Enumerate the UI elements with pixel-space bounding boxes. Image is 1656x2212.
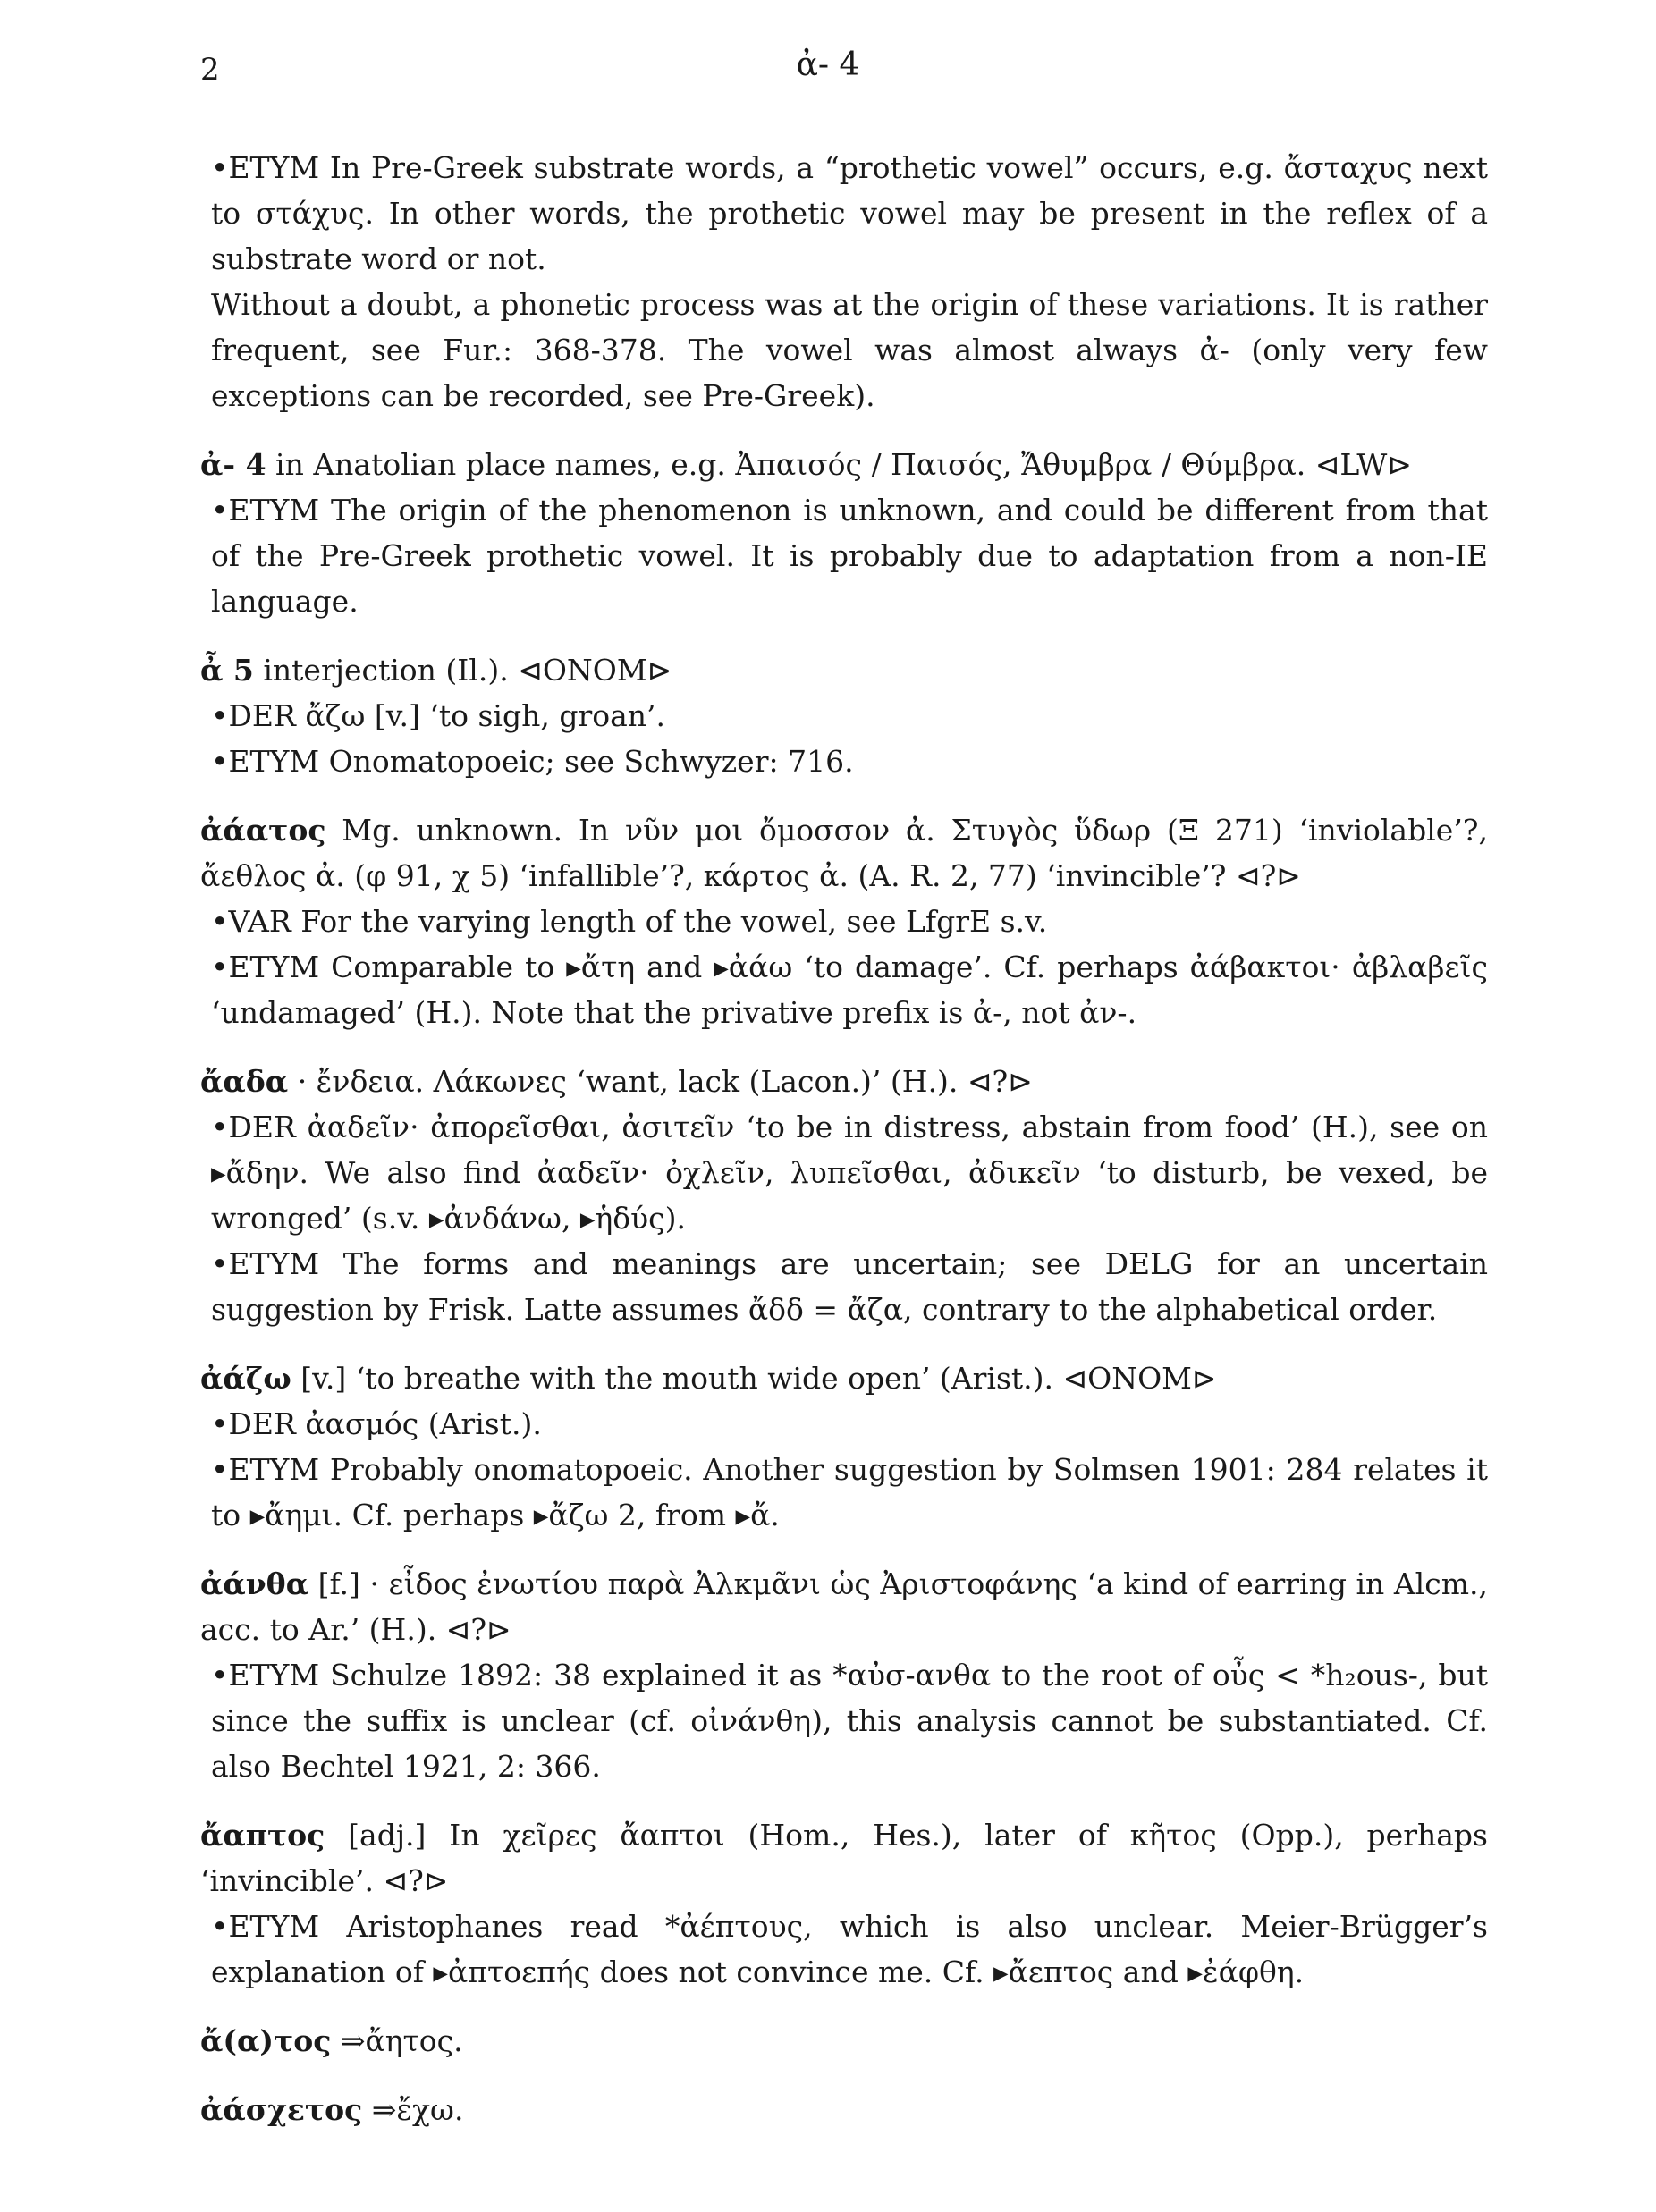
etym-line: •ETYM Schulze 1892: 38 explained it as *αὐσ-ανθα to the root of οὖς < *h₂ous-, but since the suffix is unclear (cf. οἰνάνθη), this analysis cannot be substantiated. Cf. also Bechtel 1921, 2: 366. — [211, 1658, 1488, 1784]
etym-line: •ETYM Aristophanes read *ἀέπτους, which is also unclear. Meier-Brügger’s explanation of ▸ἀπτοεπής does not convince me. Cf. ▸ἄεπτος and ▸ἐάφθη. — [211, 1909, 1488, 1989]
entry-aazo — [200, 1355, 1488, 1538]
entry-a-4 — [200, 442, 1488, 624]
entry-aada — [200, 1059, 1488, 1332]
lemma: ἆ 5 — [200, 653, 254, 688]
lemma: ἀάατος — [200, 813, 326, 848]
entry-aaptos — [200, 1812, 1488, 1995]
der-line: •DER ἄζω [v.] ‘to sigh, groan’. — [211, 698, 666, 733]
etym-line: •ETYM Probably onomatopoeic. Another suggestion by Solmsen 1901: 284 relates it to ▸ἄημι. Cf. perhaps ▸ἄζω 2, from ▸ἄ. — [211, 1452, 1488, 1532]
lemma: ἄαδα — [200, 1064, 289, 1099]
etym-line: •ETYM The forms and meanings are uncertain; see DELG for an uncertain suggestion by Frisk. Latte assumes ἄδδ = ἄζα, contrary to the alphabetical order. — [211, 1246, 1488, 1327]
entry-head — [200, 807, 1488, 899]
entry-head — [200, 1561, 1488, 1652]
cross-reference: ⇒ἄητος. — [340, 2023, 463, 2058]
definition: · ἔνδεια. Λάκωνες ‘want, lack (Lacon.)’ (H.). ⊲?⊳ — [297, 1064, 1033, 1099]
entry-head — [200, 1812, 1488, 1904]
cross-reference: ⇒ἔχω. — [371, 2092, 464, 2127]
page-number: 2 — [200, 52, 220, 88]
lemma: ἀ- 4 — [200, 447, 266, 482]
entry-head — [200, 2018, 1488, 2064]
definition: [f.] · εἶδος ἐνωτίου παρὰ Ἀλκμᾶνι ὡς Ἀριστοφάνης ‘a kind of earring in Alcm., acc. to Ar.’ (H.). ⊲?⊳ — [200, 1566, 1488, 1647]
entry-head — [200, 647, 1488, 693]
entry-head — [200, 442, 1488, 487]
etym-line: •ETYM Onomatopoeic; see Schwyzer: 716. — [211, 744, 854, 779]
running-head: ἀ- 4 — [796, 46, 860, 83]
lemma: ἀάνθα — [200, 1566, 309, 1601]
lemma: ἄ(α)τος — [200, 2023, 332, 2058]
definition: [v.] ‘to breathe with the mouth wide open’ (Arist.). ⊲ONOM⊳ — [300, 1361, 1217, 1396]
definition: interjection (Il.). ⊲ONOM⊳ — [263, 653, 672, 688]
entry-aatos — [200, 2018, 1488, 2064]
etym-line: •ETYM The origin of the phenomenon is unknown, and could be different from that of the Pre-Greek prothetic vowel. It is probably due to adaptation from a non-IE language. — [211, 493, 1488, 619]
der-line: •DER ἀαδεῖν· ἀπορεῖσθαι, ἀσιτεῖν ‘to be in distress, abstain from food’ (H.), see on ▸ἄδην. We also find ἀαδεῖν· ὀχλεῖν, λυπεῖσθαι, ἀδικεῖν ‘to disturb, be vexed, be wronged’ (s.v. ▸ἀνδάνω, ▸ἡδύς). — [211, 1110, 1488, 1236]
der-line: •DER ἀασμός (Arist.). — [211, 1406, 542, 1441]
etym-paragraph: Without a doubt, a phonetic process was at the origin of these variations. It is rather frequent, see Fur.: 368-378. The vowel was almost always ἀ- (only very few exceptions can be recorded, see Pre-Greek). — [211, 287, 1488, 413]
entry-a-5 — [200, 647, 1488, 784]
entry-head — [200, 2087, 1488, 2132]
lemma: ἀάσχετος — [200, 2092, 363, 2127]
lemma: ἀάζω — [200, 1361, 291, 1396]
entry-aantha — [200, 1561, 1488, 1789]
entry-head — [200, 1059, 1488, 1104]
dictionary-body — [200, 145, 1488, 2156]
lemma: ἄαπτος — [200, 1818, 325, 1853]
etym-paragraph: •ETYM In Pre-Greek substrate words, a “prothetic vowel” occurs, e.g. ἄσταχυς next to στάχυς. In other words, the prothetic vowel may be present in the reflex of a substrate word or not. — [211, 150, 1488, 276]
var-line: •VAR For the varying length of the vowel, see LfgrE s.v. — [211, 904, 1048, 939]
definition: [adj.] In χεῖρες ἄαπτοι (Hom., Hes.), later of κῆτος (Opp.), perhaps ‘invincible’. ⊲?⊳ — [200, 1818, 1488, 1898]
definition: in Anatolian place names, e.g. Ἀπαισός / Παισός, Ἄθυμβρα / Θύμβρα. ⊲LW⊳ — [275, 447, 1412, 482]
definition: Mg. unknown. In νῦν μοι ὄμοσσον ἀ. Στυγὸς ὕδωρ (Ξ 271) ‘inviolable’?, ἄεθλος ἀ. (φ 91, χ 5) ‘infallible’?, κάρτος ἀ. (A. R. 2, 77) ‘invincible’? ⊲?⊳ — [200, 813, 1488, 893]
etym-line: •ETYM Comparable to ▸ἄτη and ▸ἀάω ‘to damage’. Cf. perhaps ἀάβακτοι· ἀβλαβεῖς ‘undamaged’ (H.). Note that the privative prefix is ἀ-, not ἀν-. — [211, 950, 1488, 1030]
entry-aaatos — [200, 807, 1488, 1035]
entry-prothetic-continuation — [200, 145, 1488, 418]
entry-head — [200, 1355, 1488, 1401]
entry-aaschetos — [200, 2087, 1488, 2132]
